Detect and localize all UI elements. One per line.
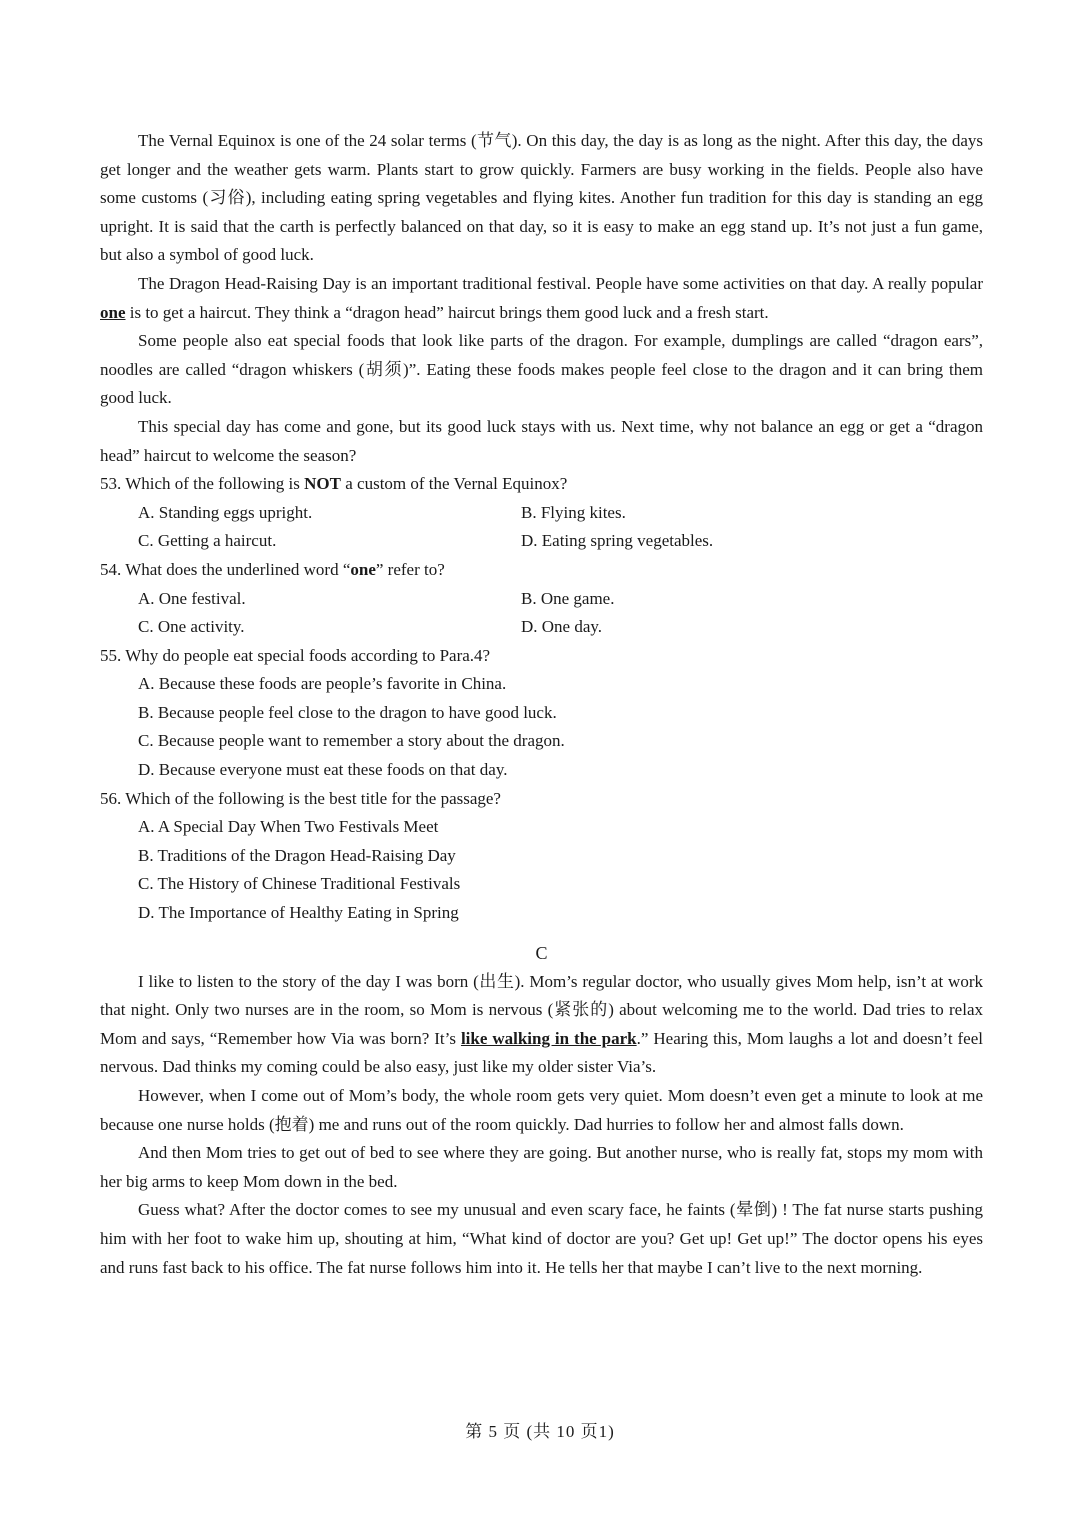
q55-option-b[interactable]: B. Because people feel close to the dragon to have good luck. bbox=[138, 702, 557, 722]
question-54-options bbox=[100, 585, 983, 642]
q53-option-d[interactable]: D. Eating spring vegetables. bbox=[521, 531, 714, 551]
page-number-footer: 第 5 页 (共 10 页1) bbox=[465, 1422, 615, 1441]
q53-option-c[interactable]: C. Getting a haircut. bbox=[138, 531, 277, 551]
q56-option-a[interactable]: A. A Special Day When Two Festivals Meet bbox=[138, 817, 439, 837]
exam-page bbox=[100, 127, 983, 1282]
q55-option-c[interactable]: C. Because people want to remember a story about the dragon. bbox=[138, 731, 565, 751]
passage-b-paragraph-3: Some people also eat special foods that look like parts of the dragon. For example, dumplings are called “dragon ears”, noodles are called “dragon whiskers (胡须)”. Eating these foods makes people feel close to the dragon and it can bring them good luck. bbox=[100, 331, 983, 408]
q54-option-b[interactable]: B. One game. bbox=[521, 588, 615, 608]
question-56: 56. Which of the following is the best title for the passage? bbox=[100, 788, 501, 808]
q55-option-a[interactable]: A. Because these foods are people’s favorite in China. bbox=[138, 674, 507, 694]
q55-option-d[interactable]: D. Because everyone must eat these foods on that day. bbox=[138, 760, 508, 780]
q53-option-b[interactable]: B. Flying kites. bbox=[521, 502, 626, 522]
q56-option-d[interactable]: D. The Importance of Healthy Eating in Spring bbox=[138, 903, 459, 923]
underlined-phrase: like walking in the park bbox=[460, 1028, 637, 1048]
q54-option-a[interactable]: A. One festival. bbox=[138, 588, 246, 608]
question-54: 54. What does the underlined word “one” refer to? bbox=[100, 559, 445, 579]
passage-c-paragraph-4: Guess what? After the doctor comes to see my unusual and even scary face, he faints (晕倒) ! The fat nurse starts pushing him with her foot to wake him up, shouting at him, “What kind of doctor are you? Get up! Get up!” The doctor opens his eyes and runs fast back to his office. The fat nurse follows him into it. He tells her that maybe I can’t live to the next morning. bbox=[100, 1200, 983, 1277]
q56-option-c[interactable]: C. The History of Chinese Traditional Festivals bbox=[138, 874, 461, 894]
passage-b-paragraph-2: The Dragon Head-Raising Day is an important traditional festival. People have some activities on that day. A really popular one is to get a haircut. They think a “dragon head” haircut brings them good luck and a fresh start. bbox=[100, 273, 983, 322]
section-c-title: C bbox=[535, 942, 548, 963]
q54-option-c[interactable]: C. One activity. bbox=[138, 617, 245, 637]
passage-c-paragraph-3: And then Mom tries to get out of bed to see where they are going. But another nurse, who is really fat, stops my mom with her big arms to keep Mom down in the bed. bbox=[100, 1143, 983, 1191]
passage-c-paragraph-2: However, when I come out of Mom’s body, the whole room gets very quiet. Mom doesn’t even get a minute to look at me because one nurse holds (抱着) me and runs out of the room quickly. Dad hurries to follow her and almost falls down. bbox=[100, 1086, 983, 1134]
question-55: 55. Why do people eat special foods according to Para.4? bbox=[100, 645, 491, 665]
passage-b-paragraph-4: This special day has come and gone, but its good luck stays with us. Next time, why not balance an egg or get a “dragon head” haircut to welcome the season? bbox=[100, 416, 983, 465]
question-53: 53. Which of the following is NOT a custom of the Vernal Equinox? bbox=[100, 474, 568, 494]
q54-option-d[interactable]: D. One day. bbox=[521, 617, 603, 637]
underlined-word-one: one bbox=[100, 302, 126, 322]
passage-b-paragraph-1: The Vernal Equinox is one of the 24 solar terms (节气). On this day, the day is as long as the night. After this day, the days get longer and the weather gets warm. Plants start to grow quickly. Farmers are busy working in the fields. People also have some customs (习俗), including eating spring vegetables and flying kites. Another fun tradition for this day is standing an egg upright. It is said that the carth is perfectly balanced on that day, so it is easy to make an egg stand up. It’s not just a fun game, but also a symbol of good luck. bbox=[100, 131, 983, 265]
q53-option-a[interactable]: A. Standing eggs upright. bbox=[138, 502, 313, 522]
q56-option-b[interactable]: B. Traditions of the Dragon Head-Raising Day bbox=[138, 845, 456, 865]
passage-c-paragraph-1: I like to listen to the story of the day I was born (出生). Mom’s regular doctor, who usually gives Mom help, isn’t at work that night. Only two nurses are in the room, so Mom is nervous (紧张的) about welcoming me to the world. Dad tries to relax Mom and says, “Remember how Via was born? It’s like walking in the park.” Hearing this, Mom laughs a lot and doesn’t feel nervous. Dad thinks my coming could be also easy, just like my older sister Via’s. bbox=[100, 971, 983, 1077]
question-53-options bbox=[100, 499, 983, 556]
